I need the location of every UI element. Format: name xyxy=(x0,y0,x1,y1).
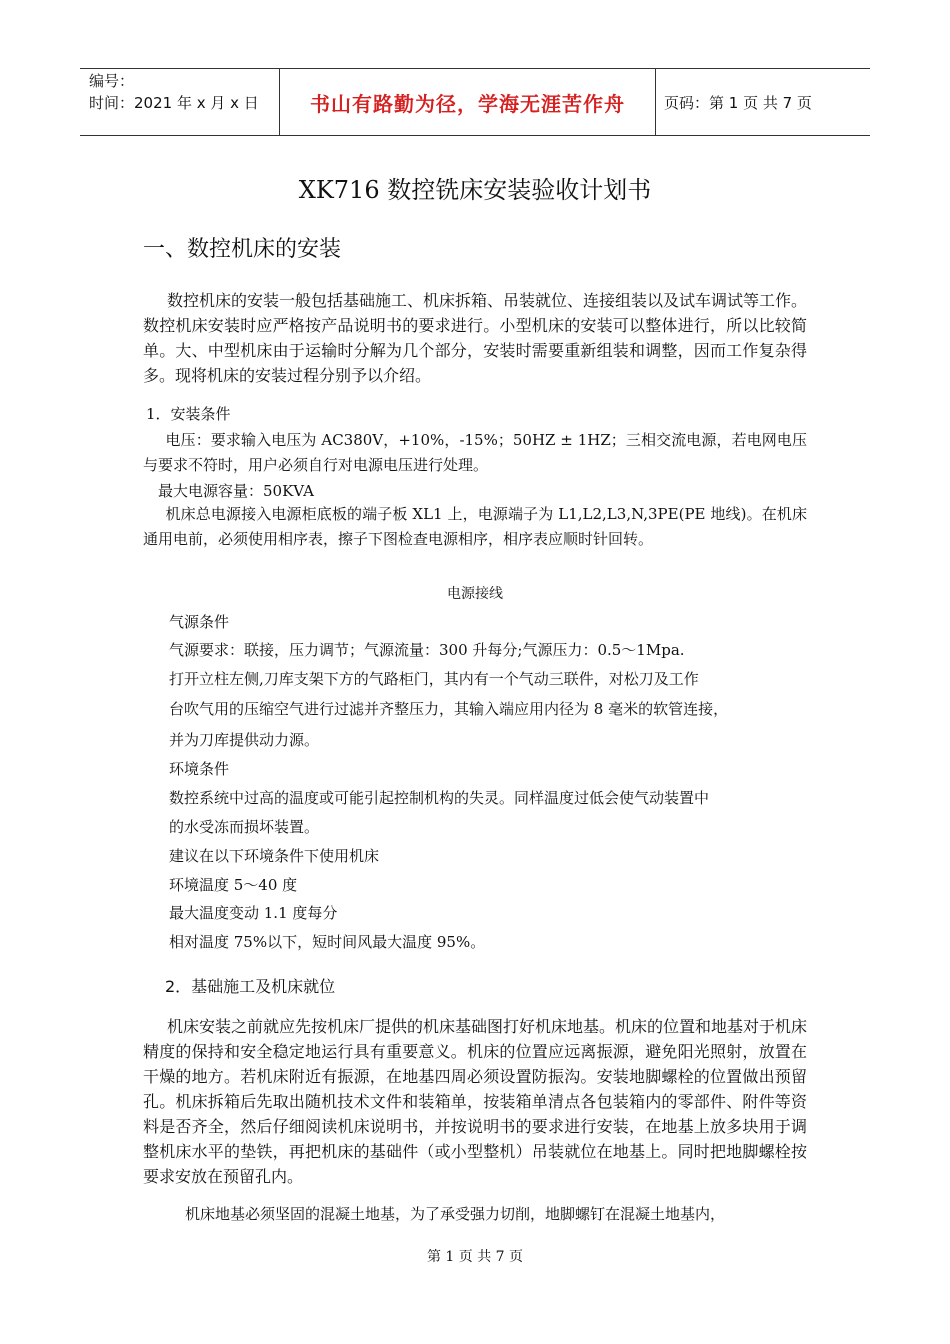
subsection-heading-conditions: 1．安装条件 xyxy=(146,405,231,423)
env-heading: 环境条件 xyxy=(169,760,230,778)
env-variation: 最大温度变动 1.1 度每分 xyxy=(169,904,338,922)
foundation-paragraph: 机床安装之前就应先按机床厂提供的机床基础图打好机床地基。机床的位置和地基对于机床精度的保持和安全稳定地运行具有重要意义。机床的位置应远离振源，避免阳光照射，放置在干燥的地方。若机床附近有振源，在地基四周必须设置防振沟。安装地脚螺栓的位置做出预留孔。机床拆箱后先取出随机技术文件和装箱单，按装箱单清点各包装箱内的零部件、附件等资料是否齐全，然后仔细阅读机床说明书，并按说明书的要求进行安装，在地基上放多块用于调整机床水平的垫铁，再把机床的基础件（或小型整机）吊装就位在地基上。同时把地脚螺栓按要求安放在预留孔内。 xyxy=(143,1017,808,1186)
last-line: 机床地基必须坚固的混凝土地基，为了承受强力切削，地脚螺钉在混凝土地基内， xyxy=(185,1205,726,1223)
header-motto: 书山有路勤为径，学海无涯苦作舟 xyxy=(310,91,625,116)
header-page-label: 页码：第 1 页 共 7 页 xyxy=(664,93,812,112)
air-line-1: 打开立柱左侧,刀库支架下方的气路柜门，其内有一个气动三联件，对松刀及工作 xyxy=(169,670,699,688)
env-line-2: 的水受冻而损坏装置。 xyxy=(169,818,320,836)
env-line-3: 建议在以下环境条件下使用机床 xyxy=(169,847,380,865)
wiring-paragraph: 机床总电源接入电源柜底板的端子板 XL1 上，电源端子为 L1,L2,L3,N,3PE(PE 地线)。在机床通用电前，必须使用相序表，擦子下图检查电源相序，相序表应顺时针回转。 xyxy=(143,505,807,548)
header-motto-cell xyxy=(280,69,656,135)
voltage-paragraph: 电压：要求输入电压为 AC380V，+10%，-15%；50HZ ± 1HZ；三相交流电源，若电网电压与要求不符时，用户必须自行对电源电压进行处理。 xyxy=(143,431,807,474)
document-header xyxy=(80,68,870,136)
doc-time-label: 时间：2021 年 x 月 x 日 xyxy=(89,94,259,112)
subsection-heading-foundation: 2．基础施工及机床就位 xyxy=(165,977,336,996)
document-title: XK716 数控铣床安装验收计划书 xyxy=(298,176,652,204)
max-power-text: 最大电源容量：50KVA xyxy=(158,482,314,500)
env-temperature: 环境温度 5～40 度 xyxy=(169,876,298,894)
page-footer: 第 1 页 共 7 页 xyxy=(426,1249,524,1265)
air-requirement: 气源要求：联接，压力调节；气源流量：300 升每分;气源压力：0.5～1Mpa. xyxy=(169,641,685,659)
intro-paragraph: 数控机床的安装一般包括基础施工、机床拆箱、吊装就位、连接组装以及试车调试等工作。数控机床安装时应严格按产品说明书的要求进行。小型机床的安装可以整体进行，所以比较简单。大、中型机床由于运输时分解为几个部分，安装时需要重新组装和调整，因而工作复杂得多。现将机床的安装过程分别予以介绍。 xyxy=(143,291,808,385)
air-line-3: 并为刀库提供动力源。 xyxy=(169,731,320,749)
header-left-cell xyxy=(80,69,280,135)
env-humidity: 相对温度 75%以下，短时间风最大温度 95%。 xyxy=(169,933,486,951)
doc-code-label: 编号： xyxy=(89,72,135,90)
header-page-cell xyxy=(656,69,870,135)
figure-caption: 电源接线 xyxy=(447,586,503,602)
env-line-1: 数控系统中过高的温度或可能引起控制机构的失灵。同样温度过低会使气动装置中 xyxy=(169,789,710,807)
air-line-2: 台吹气用的压缩空气进行过滤并齐整压力，其输入端应用内径为 8 毫米的软管连接， xyxy=(169,700,729,718)
air-heading: 气源条件 xyxy=(169,613,230,631)
section-heading-installation: 一、数控机床的安装 xyxy=(143,237,342,262)
